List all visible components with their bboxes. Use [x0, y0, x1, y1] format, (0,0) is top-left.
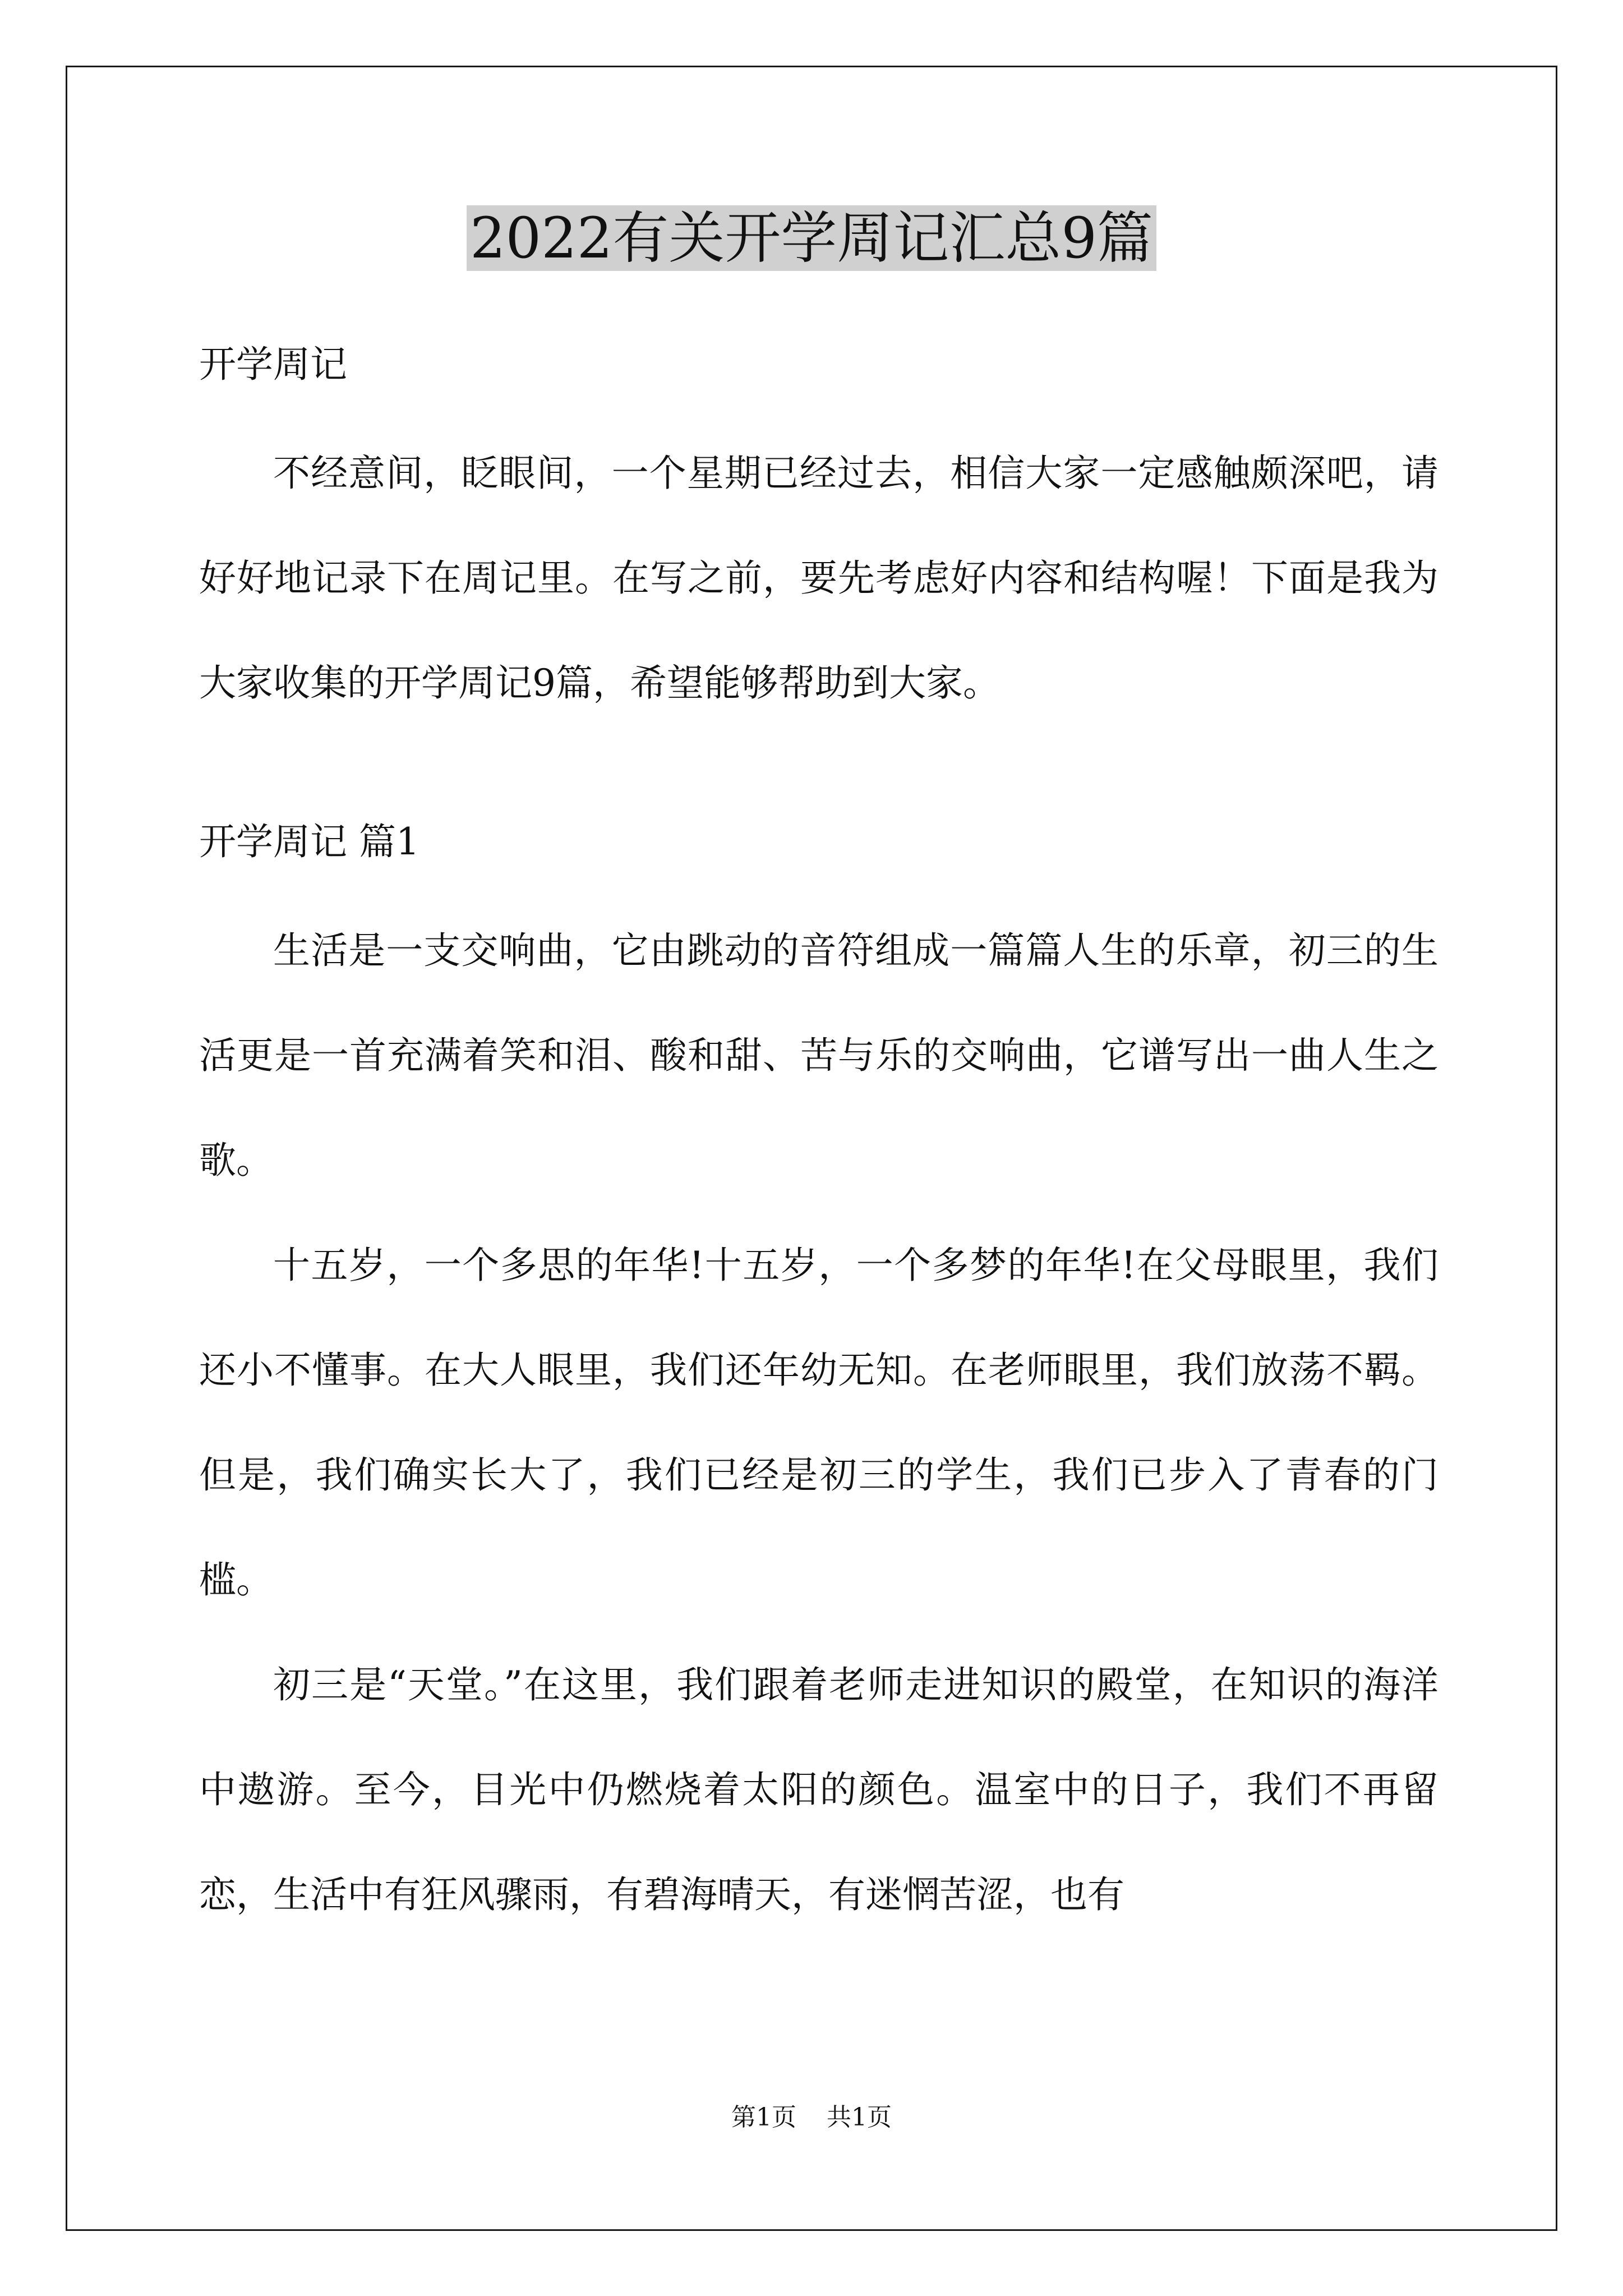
- page-number-total: 共1页: [827, 2103, 892, 2132]
- section-heading: 开学周记 篇1: [199, 820, 419, 863]
- document-body: [199, 337, 1438, 1947]
- intro-paragraph: 不经意间，眨眼间，一个星期已经过去，相信大家一定感触颇深吧，请好好地记录下在周记里。在写之前，要先考虑好内容和结构喔！下面是我为大家收集的开学周记9篇，希望能够帮助到大家。: [199, 452, 1438, 705]
- page-number-current: 第1页: [731, 2103, 796, 2132]
- document-title: [0, 202, 1623, 275]
- document-title-text: 2022有关开学周记汇总9篇: [467, 205, 1156, 271]
- page-footer: [0, 2101, 1623, 2134]
- body-paragraph-3: 初三是“天堂。”在这里，我们跟着老师走进知识的殿堂，在知识的海洋中遨游。至今，目光中仍燃烧着太阳的颜色。温室中的日子，我们不再留恋，生活中有狂风骤雨，有碧海晴天，有迷惘苦涩，也有: [199, 1663, 1438, 1916]
- body-paragraph-1: 生活是一支交响曲，它由跳动的音符组成一篇篇人生的乐章，初三的生活更是一首充满着笑和泪、酸和甜、苦与乐的交响曲，它谱写出一曲人生之歌。: [199, 929, 1438, 1182]
- body-paragraph-2: 十五岁，一个多思的年华!十五岁，一个多梦的年华!在父母眼里，我们还小不懂事。在大人眼里，我们还年幼无知。在老师眼里，我们放荡不羁。但是，我们确实长大了，我们已经是初三的学生，我们已步入了青春的门槛。: [199, 1244, 1438, 1602]
- intro-heading: 开学周记: [199, 343, 347, 386]
